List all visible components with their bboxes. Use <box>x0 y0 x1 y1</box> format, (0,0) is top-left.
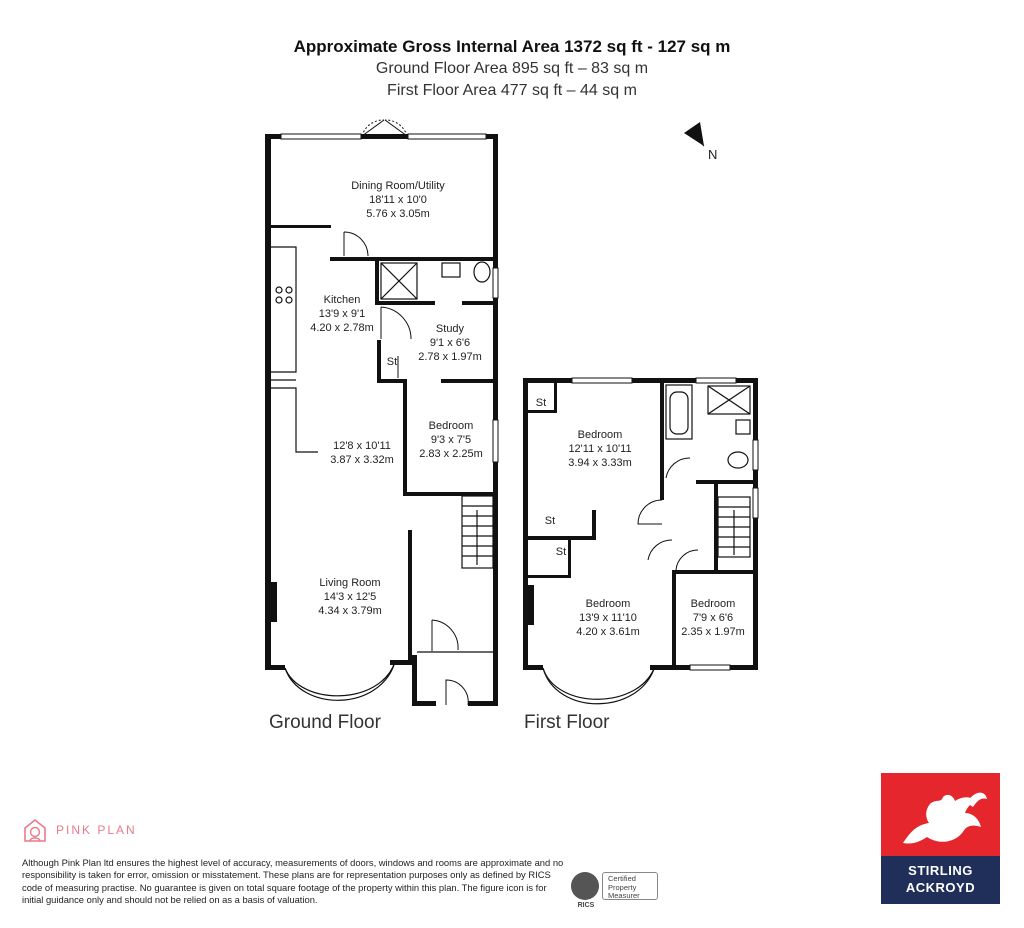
basin-icon <box>442 263 460 277</box>
rics-badge <box>571 872 661 909</box>
gross-area-title: Approximate Gross Internal Area 1372 sq ft - 127 sq m <box>293 37 731 56</box>
compass-north-label: N <box>708 147 718 162</box>
french-doors <box>362 120 407 136</box>
front-door <box>446 680 468 705</box>
first-wc-window <box>753 440 758 470</box>
first-bath-window <box>696 378 736 383</box>
first-floor-label: First Floor <box>524 712 610 733</box>
st2-name: St <box>544 515 556 527</box>
kitchen-imperial: 13'9 x 9'1 <box>318 308 366 320</box>
dining-imperial: 18'11 x 10'0 <box>369 194 427 206</box>
st3-name: St <box>555 546 567 558</box>
ground-floor-area: Ground Floor Area 895 sq ft – 83 sq m <box>375 60 649 77</box>
sa-name-line1: STIRLING <box>908 863 973 878</box>
bed3-imperial: 7'9 x 6'6 <box>692 612 734 624</box>
bed1-metric: 3.94 x 3.33m <box>568 457 632 469</box>
griffin-icon <box>881 773 1000 856</box>
dining-metric: 5.76 x 3.05m <box>366 208 430 220</box>
living-metric: 4.34 x 3.79m <box>318 605 382 617</box>
bed2-name: Bedroom <box>585 598 631 610</box>
kitchen-worktop <box>271 247 318 452</box>
dining-window-right <box>408 134 486 139</box>
living-bay-window <box>285 662 395 700</box>
sa-red-panel <box>881 773 1000 856</box>
ground-stairs <box>462 496 493 568</box>
rics-certified-box <box>602 872 658 900</box>
bed1-window <box>572 378 632 383</box>
bed2-chimney <box>528 585 534 625</box>
ground-bedroom-imperial: 9'3 x 7'5 <box>430 434 472 446</box>
st1-name: St <box>535 397 547 409</box>
hallway-door <box>432 620 458 651</box>
landing-window <box>753 488 758 518</box>
pink-plan-brand <box>22 817 137 843</box>
rics-line2: Property <box>608 882 637 892</box>
first-toilet-icon <box>728 452 748 468</box>
bed3-window <box>690 665 730 670</box>
dining-name: Dining Room/Utility <box>351 180 445 192</box>
kitchen-name: Kitchen <box>323 294 361 306</box>
bed2-metric: 4.20 x 3.61m <box>576 626 640 638</box>
rics-mark: RICS <box>577 902 595 909</box>
living-imperial: 14'3 x 12'5 <box>323 591 377 603</box>
bed3-metric: 2.35 x 1.97m <box>681 626 745 638</box>
ground-bedroom-name: Bedroom <box>428 420 474 432</box>
rics-logo-icon <box>571 872 599 900</box>
sa-name-line2: ACKROYD <box>905 880 976 895</box>
shower-icon <box>381 263 417 299</box>
ground-store-name: St <box>386 356 398 368</box>
bed1-door <box>638 500 662 524</box>
pink-plan-logo-icon <box>22 817 48 843</box>
study-metric: 2.78 x 1.97m <box>418 351 482 363</box>
bed1-imperial: 12'11 x 10'11 <box>568 443 632 455</box>
kitchen-door <box>344 232 368 256</box>
living-name: Living Room <box>319 577 381 589</box>
bath-icon <box>666 385 692 439</box>
hob-icon <box>276 287 292 303</box>
disclaimer-text: Although Pink Plan ltd ensures the highest level of accuracy, measurements of doors, windows and rooms are approximate and no responsibility is taken for error, omission or misstatement. These plans are for representation purposes only as defined by RICS code of measuring practise. No guarantee is given on total square footage of the property within this plan. The figure icon is for initial guidance only and should not be relied on as a basis of valuation. <box>22 857 564 905</box>
bed3-door <box>676 550 698 570</box>
open-area-metric: 3.87 x 3.32m <box>330 454 394 466</box>
first-floor-area: First Floor Area 477 sq ft – 44 sq m <box>387 82 637 99</box>
toilet-icon <box>474 262 490 282</box>
ground-floor-label: Ground Floor <box>269 712 381 733</box>
bed3-name: Bedroom <box>690 598 736 610</box>
pink-plan-name: PINK PLAN <box>56 823 137 837</box>
rics-line3: Measurer <box>608 891 640 901</box>
bed1-name: Bedroom <box>577 429 623 441</box>
bed2-door <box>648 540 672 560</box>
first-stairs <box>718 497 750 557</box>
stirling-ackroyd-logo <box>881 773 1000 904</box>
kitchen-metric: 4.20 x 2.78m <box>310 322 374 334</box>
dining-window-left <box>281 134 361 139</box>
fireplace <box>271 582 277 622</box>
compass-icon <box>684 122 704 146</box>
rics-line1: Certified <box>608 874 636 883</box>
study-name: Study <box>435 323 465 335</box>
ground-bedroom-metric: 2.83 x 2.25m <box>419 448 483 460</box>
first-shower-icon <box>708 386 750 414</box>
study-imperial: 9'1 x 6'6 <box>429 337 471 349</box>
bed2-imperial: 13'9 x 11'10 <box>579 612 637 624</box>
first-basin-icon <box>736 420 750 434</box>
open-area-imperial: 12'8 x 10'11 <box>333 440 391 452</box>
bed2-bay-window <box>543 666 655 704</box>
study-door <box>381 307 411 339</box>
bathroom-window <box>493 268 498 298</box>
ground-bedroom-window <box>493 420 498 462</box>
first-bath-door <box>666 458 690 478</box>
